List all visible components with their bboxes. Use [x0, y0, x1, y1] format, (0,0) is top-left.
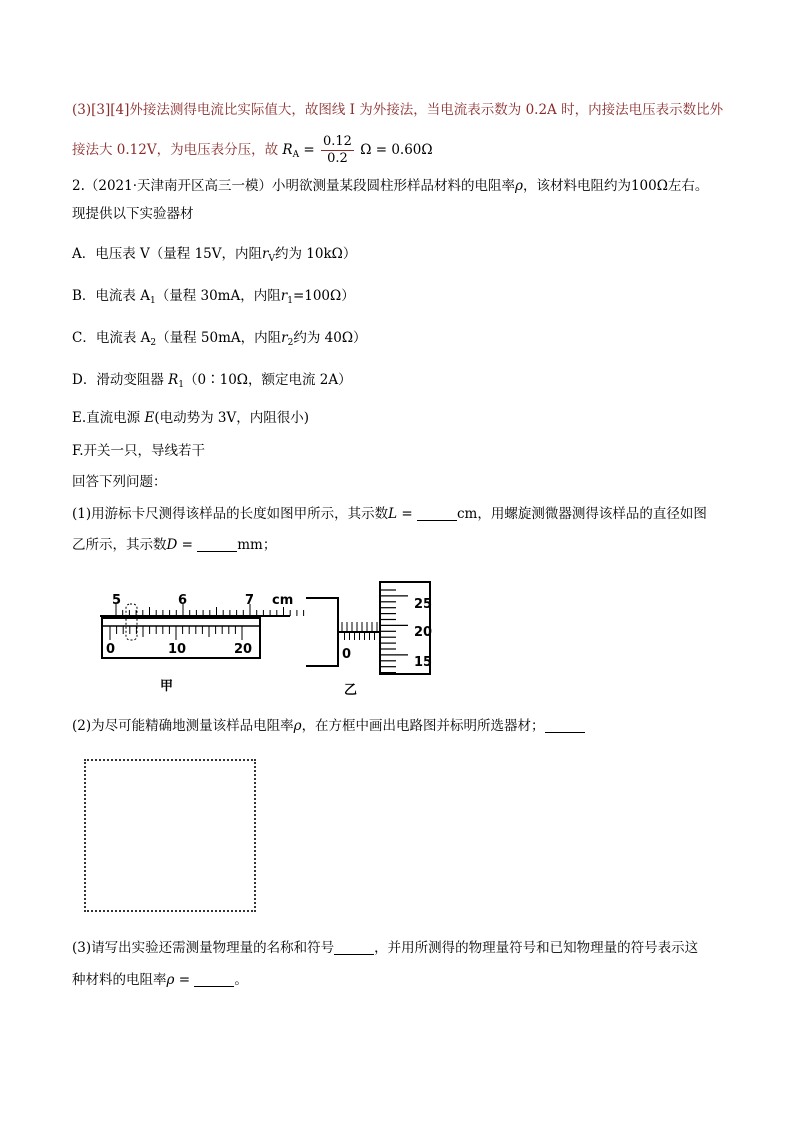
option-d: D．滑动变阻器 $R_1(0∶10\Omega$，额定电流 2A）: [72, 372, 352, 390]
thimble-label-25: 25: [414, 597, 433, 612]
vernier-label-0: 0: [106, 642, 116, 657]
fraction: $\frac{0.12}{0.2}$: [322, 134, 352, 166]
solution-line-2: 接法大 0.12V，为电压表分压，故 $R_A$ = $\frac{0.12}{0.2}$ Ω = 0.60Ω: [72, 134, 433, 166]
caliper-label-5: 5: [112, 593, 122, 608]
reading-highlight: [126, 604, 137, 640]
option-e: E.直流电源 E(电动势为 3V，内阻很小): [72, 410, 309, 426]
solution-line-1: (3)[3][4]外接法测得电流比实际值大，故图线 I 为外接法，当电流表示数为 0.2A 时，内接法电压表示数比外: [72, 102, 724, 118]
micrometer: [306, 582, 432, 698]
option-b: B．电流表 $A_1$（量程 30mA，内阻$r_1=100\Omega$）: [72, 288, 355, 306]
circuit-blank[interactable]: [545, 718, 585, 733]
part-3-line-2: 种材料的电阻率ρ = 。: [72, 972, 248, 988]
question-intro-1: 2.（2021·天津南开区高三一模）小明欲测量某段圆柱形样品材料的电阻率ρ，该材料电阻约为100Ω左右。: [72, 178, 709, 194]
caliper-unit: cm: [272, 593, 294, 608]
measurement-figures: [90, 578, 440, 700]
resistivity-blank[interactable]: [194, 972, 234, 987]
caliper-label-6: 6: [178, 593, 188, 608]
option-a: A．电压表 V（量程 15V，内阻$r_V$约为 10kΩ）: [72, 246, 357, 264]
vernier-label-10: 10: [168, 642, 187, 657]
part-1-line-1: (1)用游标卡尺测得该样品的长度如图甲所示，其示数L = cm，用螺旋测微器测得该样品的直径如图: [72, 506, 707, 522]
question-intro-2: 现提供以下实验器材: [72, 206, 194, 222]
vernier-label-20: 20: [234, 642, 253, 657]
thimble-label-15: 15: [414, 655, 433, 670]
part-2: (2)为尽可能精确地测量该样品电阻率ρ，在方框中画出电路图并标明所选器材；: [72, 716, 585, 736]
answer-prompt: 回答下列问题：: [72, 474, 167, 490]
micrometer-caption: 乙: [344, 683, 358, 698]
sleeve-label-0: 0: [342, 647, 352, 662]
part-1-line-2: 乙所示，其示数D = mm；: [72, 537, 277, 553]
quantity-blank[interactable]: [334, 940, 374, 955]
diameter-blank[interactable]: [197, 537, 237, 552]
vernier-caliper: [100, 593, 304, 694]
part-3-line-1: (3)请写出实验还需测量物理量的名称和符号 ，并用所测得的物理量符号和已知物理量的符号表示这: [72, 940, 699, 956]
caliper-label-7: 7: [245, 593, 255, 608]
thimble-label-20: 20: [414, 625, 433, 640]
option-c: C．电流表 $A_2$（量程 50mA，内阻$r_2$约为 40Ω）: [72, 330, 367, 348]
caliper-caption: 甲: [160, 679, 174, 694]
option-f: F.开关一只，导线若干: [72, 443, 206, 459]
circuit-drawing-box[interactable]: [84, 759, 256, 912]
length-blank[interactable]: [417, 506, 457, 521]
